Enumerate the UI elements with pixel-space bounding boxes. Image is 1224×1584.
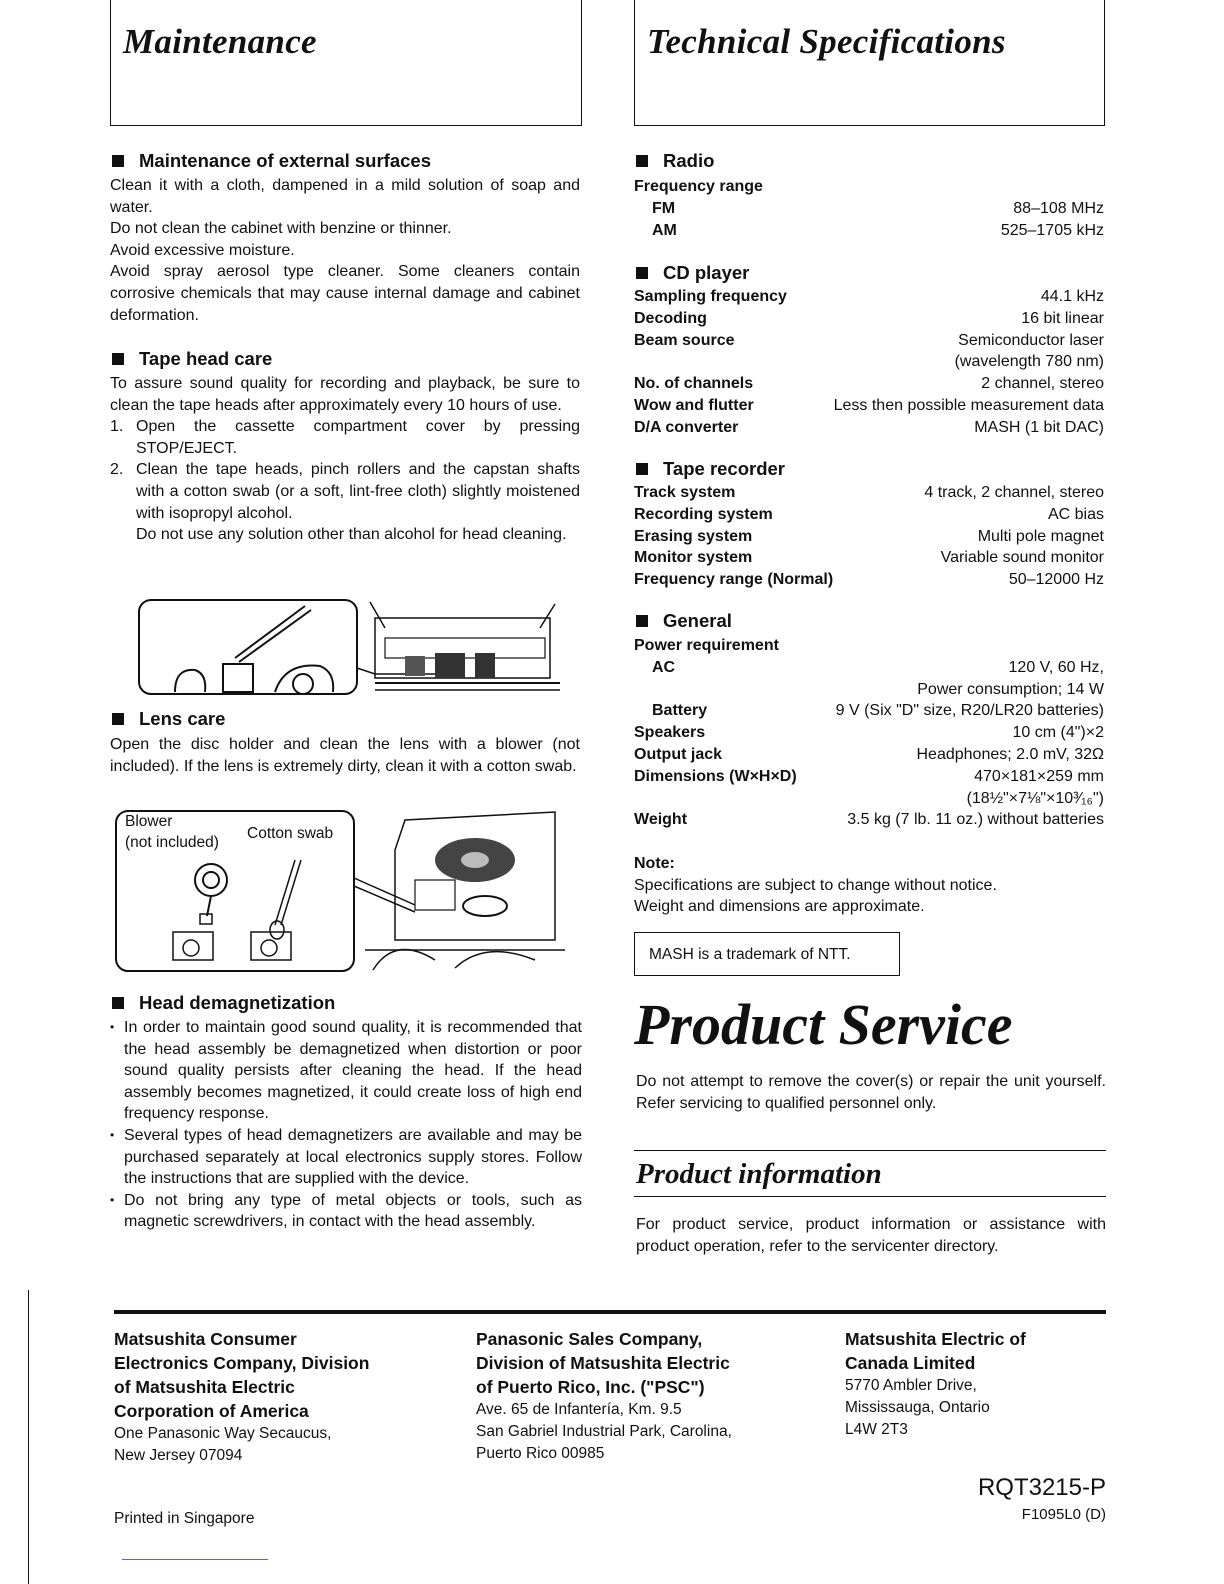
tape-head-illustration: [135, 598, 565, 698]
note-heading: Note:: [634, 855, 675, 872]
general-heading: General: [636, 610, 732, 632]
spec-row: Sampling frequency 44.1 kHz: [634, 288, 1104, 305]
spec-row: D/A converter MASH (1 bit DAC): [634, 418, 1104, 436]
lens-text: Open the disc holder and clean the lens with a blower (not included). If the lens is extremely dirty, clean it with a cotton swab.: [110, 736, 580, 775]
external-text: [110, 175, 580, 326]
square-bullet-icon: [636, 615, 648, 627]
tape-head-step: 2. Clean the tape heads, pinch rollers and the capstan shafts with a cotton swab (or a soft, lint-free cloth) slightly moistened with isopropyl alcohol.: [110, 461, 580, 522]
product-info-title: Product information: [636, 1158, 882, 1190]
spec-row: Erasing system Multi pole magnet: [634, 527, 1104, 545]
demag-item: • Do not bring any type of metal objects or tools, such as magnetic screwdrivers, in contact with the head assembly.: [110, 1191, 582, 1231]
external-line: Avoid excessive moisture.: [110, 241, 295, 259]
spec-row: Recording system AC bias: [634, 505, 1104, 523]
square-bullet-icon: [636, 463, 648, 475]
specs-title-box: [634, 0, 1105, 126]
radio-specs: Frequency range FM 88–108 MHz AM 525–1705 kHz: [634, 178, 1104, 239]
demag-text: [110, 1017, 582, 1233]
square-bullet-icon: [636, 267, 648, 279]
tape-head-intro: To assure sound quality for recording and playback, be sure to clean the tape heads after approximately every 10 hours of use.: [110, 375, 580, 414]
info-top-rule: [634, 1150, 1106, 1151]
general-specs: Power requirement AC 120 V, 60 Hz, Power consumption; 14 W Battery 9 V (Six "D" size, R20/LR20 batteries) Speakers 10 cm (4")×2 Output jack Headphones; 2.0 mV, 32Ω Dimensions (W×H×D) 470×181×259 mm (18½"×7⅛"×10³⁄₁₆") Weight 3.5 kg (7 lb. 11 oz.) without batteries: [634, 637, 1104, 829]
document-code: RQT3215-P: [977, 1474, 1106, 1501]
square-bullet-icon: [112, 155, 124, 167]
maintenance-title: Maintenance: [123, 22, 317, 61]
info-bottom-rule: [634, 1196, 1106, 1197]
spec-row: Frequency range (Normal) 50–12000 Hz: [634, 571, 1104, 589]
tape-heading: Tape recorder: [636, 458, 785, 480]
product-service-text: Do not attempt to remove the cover(s) or repair the unit yourself. Refer servicing to qualified personnel only.: [636, 1073, 1106, 1112]
footer-company-usa: Matsushita Consumer Electronics Company, Division of Matsushita Electric Corporation of America One Panasonic Way Secaucus, New Jersey 07094: [114, 1329, 370, 1464]
tape-head-text: [110, 373, 580, 546]
document-subcode: F1095L0 (D): [1021, 1506, 1106, 1523]
trademark-box: MASH is a trademark of NTT.: [634, 932, 900, 976]
demag-item: • Several types of head demagnetizers are available and may be purchased separately at local electronics supply stores. Follow the instructions that are supplied with the device.: [110, 1126, 582, 1188]
not-included-label: (not included): [125, 834, 219, 851]
square-bullet-icon: [636, 155, 648, 167]
external-line: Do not clean the cabinet with benzine or thinner.: [110, 220, 452, 238]
spec-row: Decoding 16 bit linear: [634, 309, 1104, 327]
tape-head-heading: Tape head care: [112, 348, 272, 370]
specs-title: Technical Specifications: [647, 22, 1006, 61]
spec-row: No. of channels 2 channel, stereo: [634, 375, 1104, 393]
square-bullet-icon: [112, 353, 124, 365]
cd-specs: Sampling frequency 44.1 kHz Decoding 16 bit linear Beam source Semiconductor laser (wavelength 780 nm) No. of channels 2 channel, stereo Wow and flutter Less then possible measurement data D/A converter MASH (1 bit DAC): [634, 286, 1104, 439]
product-info-text: For product service, product information or assistance with product operation, refer to the servicenter directory.: [636, 1216, 1106, 1255]
demag-item: • In order to maintain good sound quality, it is recommended that the head assembly be demagnetized when distortion or poor sound quality persists after cleaning the head. If the head assembly becomes magnetized, it could create loss of high end frequency response.: [110, 1019, 582, 1123]
external-line: Clean it with a cloth, dampened in a mild solution of soap and water.: [110, 177, 580, 216]
spec-row: Monitor system Variable sound monitor: [634, 549, 1104, 567]
note-line: Specifications are subject to change without notice.: [634, 876, 997, 894]
square-bullet-icon: [112, 713, 124, 725]
external-heading: Maintenance of external surfaces: [112, 150, 431, 172]
product-service-title: Product Service: [634, 992, 1013, 1057]
cd-heading: CD player: [636, 262, 749, 284]
tape-head-step: 1. Open the cassette compartment cover by pressing STOP/EJECT.: [110, 418, 580, 457]
maintenance-title-box: [110, 0, 582, 126]
demag-heading: Head demagnetization: [112, 992, 335, 1014]
printed-in: Printed in Singapore: [114, 1510, 255, 1527]
left-edge-line: [28, 1290, 29, 1584]
spec-row: Beam source Semiconductor laser: [634, 331, 1104, 349]
tape-head-note: Do not use any solution other than alcohol for head cleaning.: [136, 526, 567, 544]
footer-company-pr: Panasonic Sales Company, Division of Matsushita Electric of Puerto Rico, Inc. ("PSC") Ave. 65 de Infantería, Km. 9.5 San Gabriel Industrial Park, Carolina, Puerto Rico 00985: [476, 1329, 732, 1462]
tape-specs: [634, 482, 1104, 591]
footer-company-canada: Matsushita Electric of Canada Limited 5770 Ambler Drive, Mississauga, Ontario L4W 2T3: [845, 1329, 1026, 1438]
blower-label: Blower: [125, 813, 173, 830]
spec-row: Track system 4 track, 2 channel, stereo: [634, 484, 1104, 501]
footer-rule: [114, 1310, 1106, 1314]
lens-illustration: [115, 810, 567, 972]
radio-heading: Radio: [636, 150, 714, 172]
spec-row: Wow and flutter Less then possible measurement data: [634, 396, 1104, 414]
external-line: Avoid spray aerosol type cleaner. Some cleaners contain corrosive chemicals that may cause internal damage and cabinet deformation.: [110, 263, 580, 324]
bottom-blue-line: [122, 1559, 268, 1560]
lens-heading: Lens care: [112, 708, 225, 730]
note-line: Weight and dimensions are approximate.: [634, 898, 925, 916]
note-block: [634, 853, 1104, 918]
cotton-swab-label: Cotton swab: [247, 825, 334, 842]
square-bullet-icon: [112, 997, 124, 1009]
